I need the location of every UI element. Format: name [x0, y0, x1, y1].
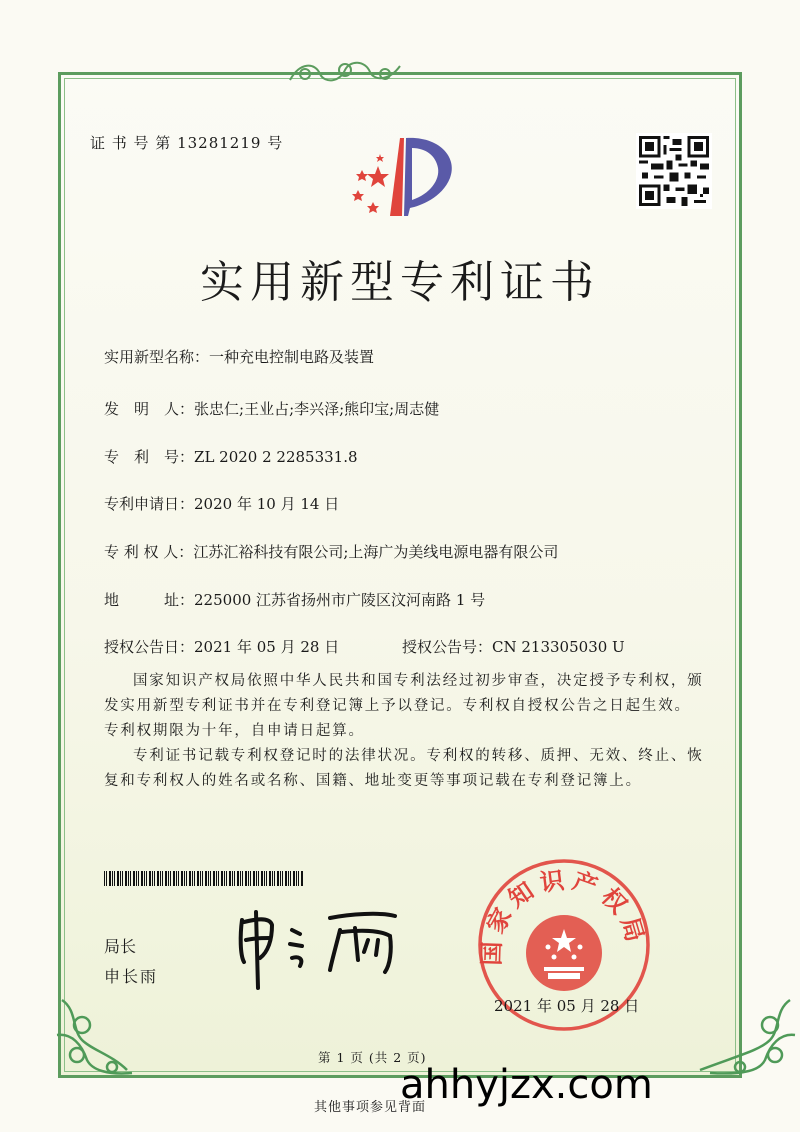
- field-label: 专 利 权 人：: [104, 543, 194, 561]
- ornament-bottom-right-icon: [690, 995, 800, 1080]
- certificate-title: 实用新型专利证书: [200, 257, 600, 308]
- field-utility-model-name: [104, 346, 374, 367]
- barcode-icon: [104, 871, 304, 886]
- certificate-number: 证 书 号 第 13281219 号: [90, 134, 284, 152]
- certificate-body-text: [104, 669, 704, 794]
- director-name: 申长雨: [104, 967, 159, 986]
- field-label: 授权公告号：: [402, 638, 493, 656]
- field-value: 张忠仁;王业占;李兴泽;熊印宝;周志健: [194, 400, 440, 418]
- seal-text: 国家知识产权局: [477, 865, 651, 966]
- qr-code-icon[interactable]: [636, 133, 712, 209]
- field-patentee: [104, 541, 558, 562]
- field-value: 2020 年 10 月 14 日: [194, 495, 340, 513]
- field-value: CN 213305030 U: [492, 638, 625, 656]
- field-address: [104, 589, 485, 610]
- seal-date: 2021 年 05 月 28 日: [494, 997, 640, 1015]
- field-label: 实用新型名称：: [104, 348, 210, 366]
- field-inventors: [104, 398, 439, 419]
- page-indicator: 第 1 页 (共 2 页): [318, 1050, 427, 1065]
- field-label: 授权公告日：: [104, 638, 195, 656]
- field-announcement-number: [402, 636, 625, 657]
- field-patent-number: [104, 446, 358, 467]
- field-value: 江苏汇裕科技有限公司;上海广为美线电源电器有限公司: [193, 543, 559, 561]
- field-label: 发 明 人：: [104, 400, 195, 418]
- footer-note: 其他事项参见背面: [314, 1100, 427, 1115]
- field-value: ZL 2020 2 2285331.8: [194, 448, 358, 466]
- field-grant-date: [104, 636, 339, 657]
- field-label: 专 利 号：: [104, 448, 195, 466]
- field-value: 一种充电控制电路及装置: [209, 348, 375, 366]
- body-paragraph: 国家知识产权局依照中华人民共和国专利法经过初步审查，决定授予专利权，颁发实用新型专利证书并在专利登记簿上予以登记。专利权自授权公告之日起生效。专利权期限为十年，自申请日起算。: [104, 673, 704, 739]
- watermark: ahhyjzx.com: [400, 1062, 653, 1108]
- cnipa-logo-icon: [340, 128, 460, 218]
- field-application-date: [104, 493, 339, 514]
- field-label: 地 址：: [104, 591, 195, 609]
- field-label: 专利申请日：: [104, 495, 195, 513]
- ornament-top-icon: [285, 52, 405, 92]
- field-value: 225000 江苏省扬州市广陵区汶河南路 1 号: [194, 591, 486, 609]
- director-title: 局长: [104, 937, 137, 956]
- ornament-bottom-left-icon: [52, 995, 142, 1080]
- signature-icon: [230, 900, 410, 990]
- body-paragraph: 专利证书记载专利权登记时的法律状况。专利权的转移、质押、无效、终止、恢复和专利权人的姓名或名称、国籍、地址变更等事项记载在专利登记簿上。: [104, 748, 704, 789]
- field-value: 2021 年 05 月 28 日: [194, 638, 340, 656]
